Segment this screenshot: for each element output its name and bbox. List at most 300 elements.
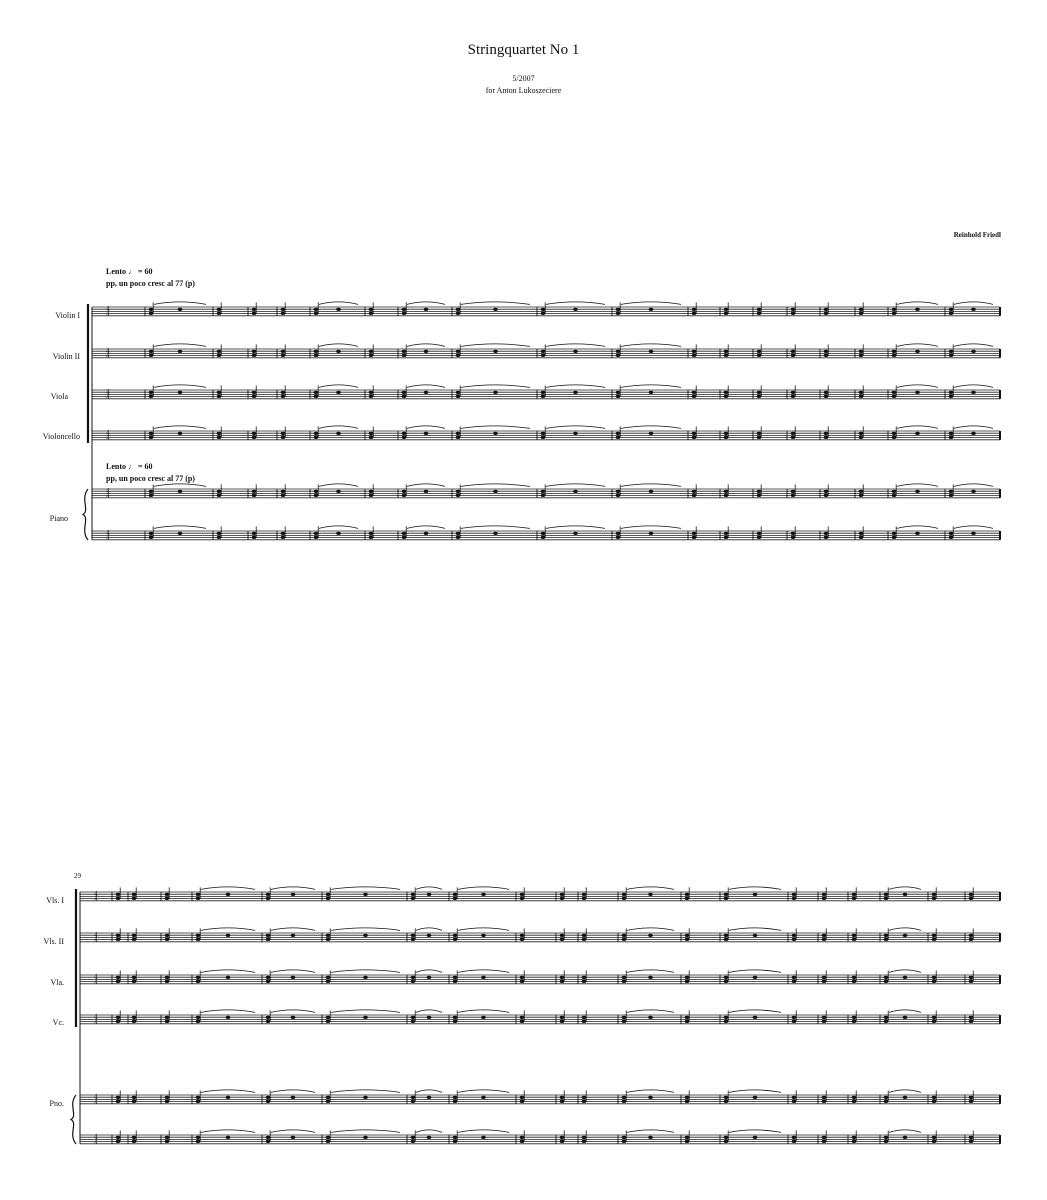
- note-head: [281, 308, 286, 311]
- note-head: [252, 391, 257, 394]
- note-head: [724, 1096, 729, 1099]
- note-head: [903, 976, 908, 979]
- note-head: [822, 897, 827, 900]
- tie-arc: [897, 484, 938, 487]
- note-head: [791, 432, 796, 435]
- note-head: [132, 1136, 137, 1139]
- tie-arc: [331, 887, 400, 890]
- tie-arc: [897, 302, 938, 305]
- note-head: [724, 1016, 729, 1019]
- tie-arc: [458, 928, 509, 931]
- note-head: [852, 893, 857, 896]
- note-head: [915, 432, 920, 435]
- note-head: [363, 1096, 368, 1099]
- note-head: [217, 308, 222, 311]
- note-head: [903, 1136, 908, 1139]
- note-head: [649, 308, 654, 311]
- note-head: [427, 1096, 432, 1099]
- note-head: [165, 897, 170, 900]
- tie-arc: [627, 1090, 674, 1093]
- note-head: [541, 391, 546, 394]
- note-head: [326, 1136, 331, 1139]
- note-head: [493, 391, 498, 394]
- note-head: [792, 1096, 797, 1099]
- note-head: [622, 1136, 627, 1139]
- note-head: [493, 308, 498, 311]
- note-head: [969, 976, 974, 979]
- note-head: [456, 350, 461, 353]
- note-head: [453, 1016, 458, 1019]
- tie-arc: [201, 1010, 255, 1013]
- note-head: [196, 897, 201, 900]
- note-head: [326, 893, 331, 896]
- note-head: [971, 532, 976, 535]
- score-dedication: for Anton Lukoszeciere: [485, 86, 562, 95]
- note-head: [616, 395, 621, 398]
- note-head: [884, 938, 889, 941]
- note-head: [724, 938, 729, 941]
- note-head: [453, 1100, 458, 1103]
- note-head: [932, 897, 937, 900]
- note-head: [903, 1016, 908, 1019]
- note-head: [456, 532, 461, 535]
- note-head: [453, 1096, 458, 1099]
- note-head: [252, 432, 257, 435]
- tie-arc: [546, 302, 605, 305]
- note-head: [753, 1096, 758, 1099]
- note-head: [560, 1140, 565, 1143]
- note-head: [266, 976, 271, 979]
- note-head: [582, 934, 587, 937]
- note-head: [217, 350, 222, 353]
- note-head: [824, 432, 829, 435]
- note-head: [582, 976, 587, 979]
- note-head: [622, 1016, 627, 1019]
- note-head: [116, 1140, 121, 1143]
- note-head: [266, 938, 271, 941]
- note-head: [724, 1136, 729, 1139]
- note-head: [226, 1016, 231, 1019]
- note-head: [724, 893, 729, 896]
- note-head: [178, 308, 183, 311]
- note-head: [692, 490, 697, 493]
- quarter-note-icon: ♩: [128, 462, 136, 471]
- note-head: [402, 312, 407, 315]
- note-head: [692, 350, 697, 353]
- note-head: [692, 354, 697, 357]
- note-head: [757, 494, 762, 497]
- tie-arc: [271, 970, 315, 973]
- note-head: [622, 897, 627, 900]
- note-head: [757, 354, 762, 357]
- note-head: [616, 490, 621, 493]
- note-head: [326, 897, 331, 900]
- note-head: [116, 980, 121, 983]
- tie-arc: [319, 526, 358, 529]
- note-head: [622, 934, 627, 937]
- note-head: [622, 893, 627, 896]
- note-head: [685, 980, 690, 983]
- note-head: [859, 391, 864, 394]
- score-title: Stringquartet No 1: [467, 42, 580, 58]
- time-signature: 4: [94, 932, 98, 939]
- note-head: [932, 1100, 937, 1103]
- tie-arc: [897, 526, 938, 529]
- note-head: [573, 391, 578, 394]
- note-head: [822, 1020, 827, 1023]
- note-head: [132, 938, 137, 941]
- tie-arc: [889, 1130, 921, 1133]
- note-head: [252, 312, 257, 315]
- note-head: [116, 938, 121, 941]
- note-head: [724, 532, 729, 535]
- note-head: [326, 1140, 331, 1143]
- time-signature: 4: [94, 1099, 98, 1106]
- note-head: [132, 897, 137, 900]
- note-head: [149, 436, 154, 439]
- note-head: [969, 1136, 974, 1139]
- note-head: [648, 934, 653, 937]
- note-head: [582, 938, 587, 941]
- note-head: [582, 893, 587, 896]
- note-head: [226, 893, 231, 896]
- note-head: [314, 395, 319, 398]
- note-head: [217, 532, 222, 535]
- note-head: [456, 536, 461, 539]
- note-head: [648, 893, 653, 896]
- note-head: [411, 1096, 416, 1099]
- note-head: [266, 1020, 271, 1023]
- note-head: [822, 934, 827, 937]
- note-head: [791, 395, 796, 398]
- note-head: [757, 350, 762, 353]
- note-head: [326, 1100, 331, 1103]
- instrument-label: Vla.: [50, 978, 64, 987]
- note-head: [402, 432, 407, 435]
- note-head: [892, 395, 897, 398]
- note-head: [226, 934, 231, 937]
- instrument-label: Viola: [50, 392, 68, 401]
- note-head: [852, 1140, 857, 1143]
- note-head: [281, 391, 286, 394]
- note-head: [149, 391, 154, 394]
- note-head: [281, 532, 286, 535]
- dynamics-marking: pp, un poco cresc al 77 (p): [106, 474, 195, 483]
- tempo-word: Lento: [106, 267, 126, 276]
- dynamics-marking: pp, un poco cresc al 77 (p): [106, 279, 195, 288]
- note-head: [892, 350, 897, 353]
- tie-arc: [407, 302, 445, 305]
- note-head: [884, 897, 889, 900]
- note-head: [226, 1136, 231, 1139]
- note-head: [196, 893, 201, 896]
- note-head: [402, 436, 407, 439]
- composer-name: Reinhold Friedl: [953, 231, 1001, 239]
- quarter-note-icon: ♩: [128, 267, 136, 276]
- note-head: [541, 354, 546, 357]
- note-head: [132, 1020, 137, 1023]
- note-head: [724, 490, 729, 493]
- note-head: [859, 350, 864, 353]
- note-head: [149, 350, 154, 353]
- note-head: [453, 893, 458, 896]
- note-head: [824, 391, 829, 394]
- note-head: [692, 436, 697, 439]
- note-head: [178, 391, 183, 394]
- tie-arc: [154, 385, 206, 388]
- note-head: [314, 532, 319, 535]
- note-head: [560, 1136, 565, 1139]
- note-head: [541, 532, 546, 535]
- tie-arc: [458, 887, 509, 890]
- note-head: [622, 1020, 627, 1023]
- instrument-label: Vls. II: [43, 937, 64, 946]
- note-head: [724, 494, 729, 497]
- note-head: [541, 494, 546, 497]
- note-head: [792, 1136, 797, 1139]
- note-head: [369, 432, 374, 435]
- note-head: [281, 436, 286, 439]
- time-signature: 4: [106, 530, 110, 537]
- note-head: [892, 436, 897, 439]
- note-head: [520, 980, 525, 983]
- note-head: [520, 1096, 525, 1099]
- tie-arc: [331, 970, 400, 973]
- note-head: [822, 938, 827, 941]
- tie-arc: [201, 1090, 255, 1093]
- note-head: [266, 1136, 271, 1139]
- note-head: [132, 934, 137, 937]
- note-head: [560, 976, 565, 979]
- note-head: [791, 312, 796, 315]
- note-head: [949, 350, 954, 353]
- note-head: [757, 395, 762, 398]
- note-head: [266, 1140, 271, 1143]
- instrument-label: Violoncello: [42, 432, 80, 441]
- note-head: [165, 1100, 170, 1103]
- instrument-label: Violin II: [52, 352, 80, 361]
- note-head: [281, 350, 286, 353]
- note-head: [314, 436, 319, 439]
- tie-arc: [416, 1090, 442, 1093]
- note-head: [859, 354, 864, 357]
- note-head: [326, 980, 331, 983]
- note-head: [336, 308, 341, 311]
- note-head: [226, 1096, 231, 1099]
- note-head: [685, 976, 690, 979]
- note-head: [165, 1096, 170, 1099]
- tie-arc: [319, 385, 358, 388]
- tie-arc: [889, 1090, 921, 1093]
- note-head: [520, 1140, 525, 1143]
- note-head: [281, 312, 286, 315]
- note-head: [859, 308, 864, 311]
- note-head: [949, 536, 954, 539]
- note-head: [971, 432, 976, 435]
- tie-arc: [729, 887, 781, 890]
- note-head: [217, 436, 222, 439]
- time-signature: 4: [106, 348, 110, 355]
- note-head: [493, 432, 498, 435]
- note-head: [291, 1096, 296, 1099]
- note-head: [326, 1096, 331, 1099]
- note-head: [648, 976, 653, 979]
- note-head: [685, 938, 690, 941]
- note-head: [281, 490, 286, 493]
- note-head: [884, 1100, 889, 1103]
- time-signature: 4: [106, 535, 110, 542]
- note-head: [453, 938, 458, 941]
- note-head: [217, 494, 222, 497]
- note-head: [757, 490, 762, 493]
- note-head: [582, 1136, 587, 1139]
- tie-arc: [461, 526, 530, 529]
- note-head: [724, 1140, 729, 1143]
- note-head: [314, 308, 319, 311]
- note-head: [824, 436, 829, 439]
- note-head: [724, 436, 729, 439]
- time-signature: 4: [94, 891, 98, 898]
- note-head: [724, 1100, 729, 1103]
- note-head: [822, 1136, 827, 1139]
- note-head: [116, 897, 121, 900]
- note-head: [724, 391, 729, 394]
- note-head: [648, 1016, 653, 1019]
- tie-arc: [627, 928, 674, 931]
- note-head: [692, 308, 697, 311]
- score-date: 5/2007: [512, 74, 535, 83]
- note-head: [165, 980, 170, 983]
- note-head: [281, 536, 286, 539]
- note-head: [582, 1140, 587, 1143]
- note-head: [724, 536, 729, 539]
- note-head: [757, 532, 762, 535]
- tie-arc: [954, 385, 993, 388]
- note-head: [649, 532, 654, 535]
- note-head: [969, 1140, 974, 1143]
- time-signature: 4: [106, 311, 110, 318]
- note-head: [314, 494, 319, 497]
- tie-arc: [729, 1010, 781, 1013]
- note-head: [724, 934, 729, 937]
- note-head: [932, 1136, 937, 1139]
- tie-arc: [271, 928, 315, 931]
- note-head: [852, 938, 857, 941]
- tie-arc: [319, 302, 358, 305]
- tie-arc: [889, 887, 921, 890]
- note-head: [582, 1020, 587, 1023]
- note-head: [824, 308, 829, 311]
- note-head: [903, 893, 908, 896]
- tie-arc: [154, 302, 206, 305]
- note-head: [314, 490, 319, 493]
- note-head: [622, 1100, 627, 1103]
- note-head: [266, 1100, 271, 1103]
- tie-arc: [627, 1010, 674, 1013]
- tie-arc: [546, 484, 605, 487]
- note-head: [363, 934, 368, 937]
- tie-arc: [889, 1010, 921, 1013]
- note-head: [852, 1096, 857, 1099]
- time-signature: 4: [94, 974, 98, 981]
- note-head: [369, 436, 374, 439]
- note-head: [402, 350, 407, 353]
- note-head: [852, 1020, 857, 1023]
- note-head: [692, 391, 697, 394]
- note-head: [369, 354, 374, 357]
- note-head: [541, 350, 546, 353]
- note-head: [363, 976, 368, 979]
- note-head: [859, 536, 864, 539]
- note-head: [792, 1020, 797, 1023]
- note-head: [541, 536, 546, 539]
- note-head: [884, 1020, 889, 1023]
- tie-arc: [331, 1090, 400, 1093]
- tie-arc: [729, 1090, 781, 1093]
- note-head: [792, 1016, 797, 1019]
- note-head: [165, 1140, 170, 1143]
- note-head: [852, 1136, 857, 1139]
- note-head: [196, 1100, 201, 1103]
- note-head: [824, 490, 829, 493]
- note-head: [971, 391, 976, 394]
- tie-arc: [271, 1130, 315, 1133]
- note-head: [949, 391, 954, 394]
- note-head: [622, 980, 627, 983]
- note-head: [481, 893, 486, 896]
- note-head: [822, 1140, 827, 1143]
- note-head: [520, 934, 525, 937]
- note-head: [165, 893, 170, 896]
- tie-arc: [416, 1010, 442, 1013]
- note-head: [266, 1096, 271, 1099]
- note-head: [892, 391, 897, 394]
- note-head: [456, 312, 461, 315]
- note-head: [884, 1096, 889, 1099]
- time-signature: 4: [106, 430, 110, 437]
- note-head: [369, 395, 374, 398]
- note-head: [884, 980, 889, 983]
- note-head: [402, 395, 407, 398]
- time-signature: 4: [106, 488, 110, 495]
- note-head: [149, 395, 154, 398]
- tempo-value: = 60: [138, 462, 153, 471]
- note-head: [757, 391, 762, 394]
- tie-arc: [458, 1010, 509, 1013]
- note-head: [252, 490, 257, 493]
- note-head: [281, 395, 286, 398]
- note-head: [217, 536, 222, 539]
- note-head: [560, 1020, 565, 1023]
- note-head: [792, 1100, 797, 1103]
- note-head: [932, 1020, 937, 1023]
- note-head: [791, 436, 796, 439]
- note-head: [616, 312, 621, 315]
- note-head: [915, 308, 920, 311]
- note-head: [757, 436, 762, 439]
- note-head: [541, 308, 546, 311]
- note-head: [852, 934, 857, 937]
- note-head: [648, 1136, 653, 1139]
- note-head: [226, 976, 231, 979]
- instrument-label: Pno.: [49, 1099, 64, 1108]
- note-head: [178, 490, 183, 493]
- tie-arc: [458, 1090, 509, 1093]
- note-head: [326, 976, 331, 979]
- note-head: [685, 1096, 690, 1099]
- note-head: [149, 536, 154, 539]
- note-head: [149, 532, 154, 535]
